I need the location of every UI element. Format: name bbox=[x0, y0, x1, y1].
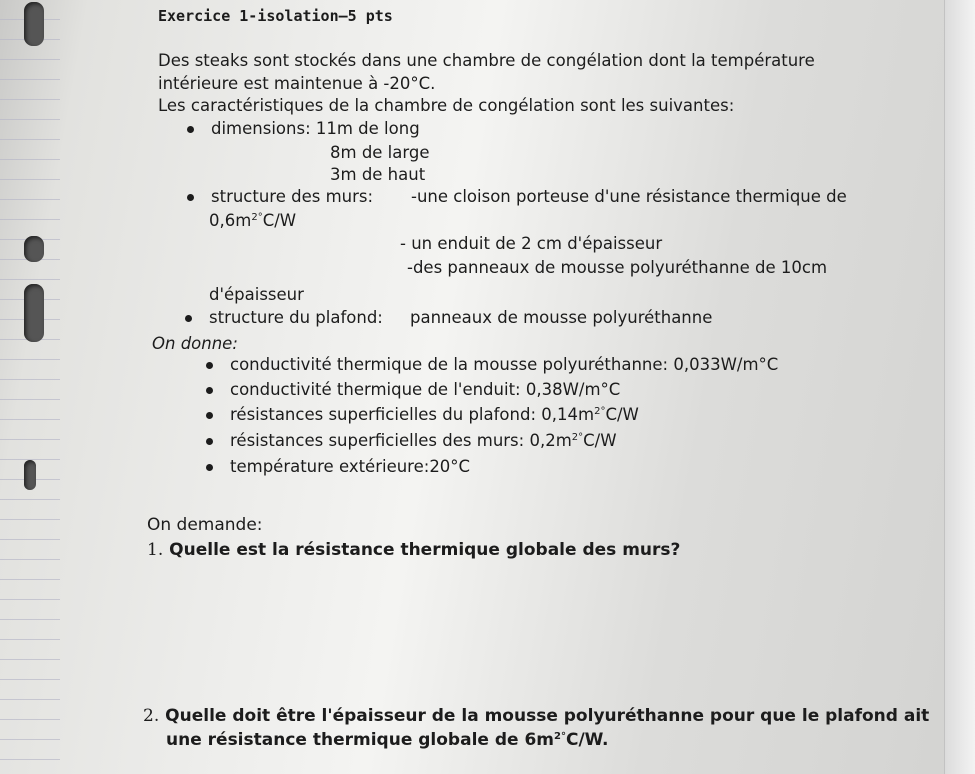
ceiling-item bbox=[209, 308, 383, 328]
question-1-text: Quelle est la résistance thermique globale des murs? bbox=[169, 540, 681, 560]
dimensions-height: 3m de haut bbox=[330, 165, 426, 184]
given-item bbox=[230, 431, 617, 451]
question-2-line-2 bbox=[166, 730, 609, 750]
binder-hole bbox=[24, 236, 44, 262]
walls-resistance bbox=[209, 211, 296, 231]
given-item-tail: C/W bbox=[605, 405, 639, 424]
question-1 bbox=[147, 540, 680, 560]
question-2-line-1: Quelle doit être l'épaisseur de la mousse polyuréthanne pour que le plafond ait bbox=[165, 706, 930, 726]
walls-foam-line-2: d'épaisseur bbox=[209, 285, 304, 304]
ceiling-value: panneaux de mousse polyuréthanne bbox=[410, 308, 713, 327]
binder-hole bbox=[24, 2, 44, 46]
given-item: conductivité thermique de la mousse polyuréthanne: 0,033W/m°C bbox=[230, 355, 779, 374]
binder-hole bbox=[24, 460, 36, 490]
question-2 bbox=[143, 706, 929, 726]
given-item-text: résistances superficielles du plafond: 0,14m bbox=[230, 405, 595, 424]
given-item-text: résistances superficielles des murs: 0,2m bbox=[230, 431, 572, 450]
question-2-sup: 2° bbox=[554, 731, 566, 742]
exercise-title: Exercice 1-isolation—5 pts bbox=[158, 7, 393, 25]
intro-line-2: intérieure est maintenue à -20°C. bbox=[158, 74, 436, 93]
given-item-sup: 2° bbox=[571, 432, 584, 443]
given-item bbox=[230, 405, 639, 425]
asked-heading: On demande: bbox=[147, 515, 263, 535]
walls-partition: -une cloison porteuse d'une résistance thermique de bbox=[411, 187, 847, 206]
dimensions-item: dimensions: 11m de long bbox=[211, 119, 420, 138]
given-item: conductivité thermique de l'enduit: 0,38W/m°C bbox=[230, 380, 621, 399]
walls-resistance-value: 0,6m bbox=[209, 211, 252, 230]
question-1-number: 1. bbox=[147, 540, 164, 560]
characteristics-intro: Les caractéristiques de la chambre de congélation sont les suivantes: bbox=[158, 96, 735, 115]
given-item: température extérieure:20°C bbox=[230, 457, 471, 476]
walls-plaster: - un enduit de 2 cm d'épaisseur bbox=[400, 234, 663, 253]
given-item-tail: C/W bbox=[583, 431, 617, 450]
binder-hole bbox=[24, 284, 44, 342]
walls-resistance-sup: 2° bbox=[251, 212, 263, 223]
question-2-line-2-end: C/W. bbox=[565, 730, 609, 750]
page-edge bbox=[944, 0, 975, 774]
question-2-number: 2. bbox=[143, 706, 160, 726]
walls-item bbox=[211, 187, 373, 207]
notebook-margin bbox=[0, 0, 60, 774]
ceiling-label: structure du plafond: bbox=[209, 308, 383, 327]
walls-label: structure des murs: bbox=[211, 187, 374, 206]
walls-foam-line-1: -des panneaux de mousse polyuréthanne de 10cm bbox=[407, 258, 828, 277]
dimensions-width: 8m de large bbox=[330, 143, 430, 162]
given-heading: On donne: bbox=[152, 334, 238, 353]
given-item-sup: 2° bbox=[594, 406, 606, 417]
intro-line-1: Des steaks sont stockés dans une chambre de congélation dont la température bbox=[158, 51, 815, 70]
question-2-line-2-start: une résistance thermique globale de 6m bbox=[166, 730, 555, 750]
walls-resistance-unit: C/W bbox=[262, 211, 297, 230]
